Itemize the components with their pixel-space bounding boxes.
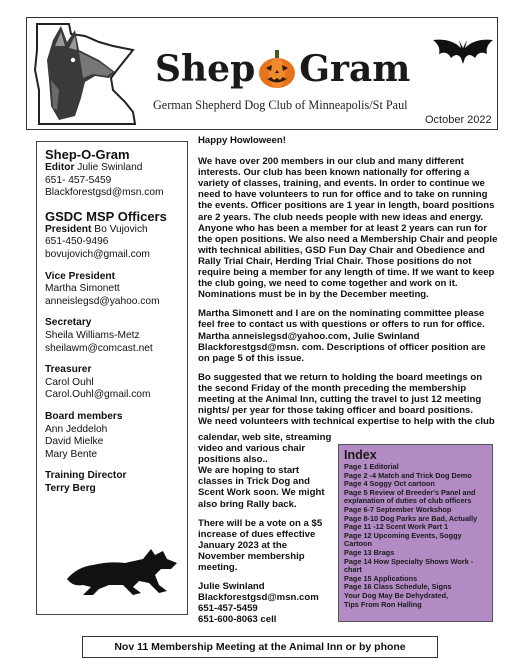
index-item: Page 6-7 September Workshop (344, 504, 452, 514)
secretary-section (45, 317, 180, 355)
index-item: Page 8-10 Dog Parks are Bad, Actually (344, 513, 478, 523)
meeting-banner: Nov 11 Membership Meeting at the Animal Inn or by phone (82, 636, 438, 658)
secretary-email: sheilawm@comcast.net (45, 342, 153, 354)
board-section (45, 411, 180, 461)
president-email: bovujovich@gmail.com (45, 248, 150, 260)
article-paragraph: Martha Simonett and I are on the nominating committee please feel free to contact us with questions or offers to run for office. Martha anneislegsd@yahoo.com, Julie Swinland Blackforestgsd@msn. com. Descriptions of officer position are on page 5 of this issue. (198, 308, 486, 364)
signature-block (198, 581, 333, 625)
signature-phone-cell: 651-600-8063 cell (198, 614, 277, 626)
index-item: Page 2 -4 Match and Trick Dog Demo (344, 470, 472, 480)
index-item: Page 4 Soggy Oct cartoon (344, 479, 435, 489)
index-item: Page 15 Applications (344, 573, 418, 583)
newsletter-title: Shep-O-Gram (45, 147, 130, 162)
article-paragraph: We need volunteers with technical expertise to help with the club (198, 416, 495, 428)
signature-name: Julie Swinland (198, 581, 265, 593)
signature-email: Blackforestgsd@msn.com (198, 592, 319, 604)
treasurer-name: Carol Ouhl (45, 376, 94, 388)
index-item: Page 16 Class Schedule, Signs (344, 582, 452, 592)
editor-name: Julie Swinland (77, 162, 143, 173)
index-title: Index (344, 448, 377, 462)
title-part-1: Shep (155, 48, 256, 90)
index-item: Page 12 Upcoming Events, Soggy Cartoon (344, 530, 462, 549)
issue-date: October 2022 (425, 114, 492, 126)
president-label: President (45, 223, 92, 235)
index-item: Page 13 Brags (344, 547, 395, 557)
running-shepherd-silhouette (63, 545, 181, 597)
signature-phone: 651-457-5459 (198, 603, 258, 615)
vp-email: anneislegsd@yahoo.com (45, 295, 160, 307)
vp-name: Martha Simonett (45, 283, 120, 295)
treasurer-email: Carol.Ouhl@gmail.com (45, 389, 151, 401)
index-item: Page 1 Editorial (344, 462, 399, 471)
editorial-article (198, 135, 498, 435)
training-label: Training Director (45, 470, 127, 482)
article-paragraph: We are hoping to start classes in Trick Dog and Scent Work soon. We might also bring Rally back. (198, 465, 325, 510)
board-label: Board members (45, 410, 123, 422)
editor-label: Editor (45, 162, 75, 173)
msp-officers-section (45, 209, 180, 262)
board-member: Mary Bente (45, 448, 98, 460)
club-subtitle: German Shepherd Dog Club of Minneapolis/St Paul (153, 98, 408, 112)
pumpkin-icon (257, 48, 297, 90)
treasurer-label: Treasurer (45, 364, 92, 376)
training-section (45, 470, 180, 495)
board-member: Ann Jeddeloh (45, 423, 108, 435)
editor-line (45, 162, 180, 175)
treasurer-section (45, 364, 180, 402)
index-item: Your Dog May Be Dehydrated, (344, 590, 449, 600)
editorial-continued (198, 432, 333, 626)
index-item: Page 11 -12 Scent Work Part 1 (344, 522, 449, 532)
minnesota-shepherd-logo (29, 20, 151, 128)
article-paragraph: Bo suggested that we return to holding the board meetings on the second Friday of the month preceding the membership meeting at the Animal Inn, cutting the travel to just 12 meeting nights/ per year for those taking officer and board positions. (198, 371, 483, 417)
bat-icon (431, 34, 495, 72)
masthead-title (155, 46, 410, 92)
editor-email: Blackforestgsd@msn.com (45, 187, 164, 199)
vp-section (45, 271, 180, 309)
msp-officers-title: GSDC MSP Officers (45, 208, 167, 224)
editor-section (45, 147, 180, 200)
index-item: Page 14 How Specialty Shows Work - chart (344, 556, 474, 575)
secretary-name: Sheila Williams-Metz (45, 329, 140, 341)
editor-phone: 651- 457-5459 (45, 174, 112, 186)
president-phone: 651-450-9496 (45, 236, 109, 248)
secretary-label: Secretary (45, 317, 92, 329)
president-name: Bo Vujovich (94, 223, 148, 235)
greeting: Happy Howloween! (198, 135, 286, 146)
officers-box (36, 141, 188, 615)
vp-label: Vice President (45, 270, 116, 282)
index-item: Page 5 Review of Breeder's Panel and explanation of duties of club officers (344, 487, 476, 506)
masthead (26, 17, 498, 130)
title-part-2: Gram (299, 48, 411, 90)
index-box (338, 444, 493, 622)
article-paragraph: calendar, web site, streaming video and various chair positions also.. (198, 432, 332, 466)
training-name: Terry Berg (45, 482, 96, 494)
president-line (45, 224, 180, 237)
index-item: Tips From Ron Halling (344, 599, 422, 609)
article-paragraph: There will be a vote on a $5 increase of dues effective January 2023 at the November membership meeting. (198, 517, 323, 574)
article-paragraph: We have over 200 members in our club and many different interests. Our club has been known nationally for offering a variety of classes, training, and events. In order to continue we need to have volunteers to run for office and to take on running the events. Officer positions are 1 year in length, board positions are 2 years. The club needs people with new ideas and energy. Anyone who has been a member for at least 2 years can run for the open positions. We also need a Membership Chair and people with technical abilities, GSD Fun Day Chair and Obedience and Rally Trial Chair, Herding Trial Chair. Those positions do not require being a member for any length of time. If we want to keep the club going, we need to come together and work on it. Nominations must be in by the December meeting. (198, 156, 498, 301)
board-member: David Mielke (45, 436, 104, 448)
